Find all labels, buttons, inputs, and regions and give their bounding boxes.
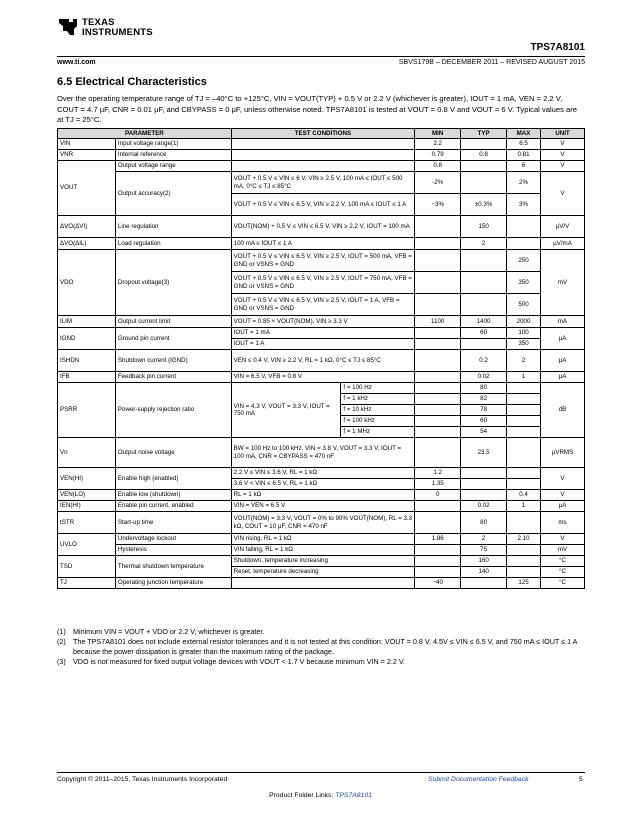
ti-logo <box>57 16 177 46</box>
table-row: ΔVO(ΔVI) Line regulation VOUT(NOM) + 0.5 V ≤ VIN ≤ 6.5 V, VIN ≥ 2.2 V, IOUT = 100 mA 150 µV/V <box>58 216 585 238</box>
table-row: UVLO Undervoltage lockout VIN rising, RL = 1 kΩ 1.86 2 2.10 V <box>58 534 585 545</box>
table-row: Output accuracy(2) VOUT + 0.5 V ≤ VIN ≤ 6 V, VIN ≥ 2.5 V, 100 mA ≤ IOUT ≤ 500 mA, 0°C ≤ TJ ≤ 85°C -2% 2% V <box>58 172 585 194</box>
table-row: f = 1 MHz 54 <box>58 427 585 438</box>
submit-feedback-link[interactable]: Submit Documentation Feedback <box>428 776 529 783</box>
footnote-3: (3) VDO is not measured for fixed output voltage devices with VOUT < 1.7 V because minimum VIN = 2.2 V. <box>57 657 405 666</box>
table-row: IEN(HI) Enable pin current, enabled VIN = VEN = 6.5 V 0.02 1 µA <box>58 501 585 512</box>
page-number: 5 <box>579 776 583 783</box>
document-id: SBVS179B – DECEMBER 2011 – REVISED AUGUST 2015 <box>398 59 585 66</box>
header-unit: UNIT <box>541 129 585 139</box>
table-row: ILIM Output current limit VOUT = 0.85 × VOUT(NOM), VIN ≥ 3.3 V 1100 1400 2000 mA <box>58 316 585 328</box>
company-line-2: INSTRUMENTS <box>82 27 153 38</box>
table-row: f = 1 kHz 82 <box>58 394 585 405</box>
table-row: VDO Dropout voltage(3) VOUT + 0.5 V ≤ VIN ≤ 6.5 V, VIN ≥ 2.5 V, IOUT = 500 mA, VFB = GND or VSNS = GND 250 mV <box>58 250 585 272</box>
ti-logo-icon <box>57 16 79 38</box>
table-row: VEN(HI) Enable high (enabled) 2.2 V ≤ VIN ≤ 3.6 V, RL = 1 kΩ 1.2 V <box>58 468 585 479</box>
website-link[interactable]: www.ti.com <box>57 59 96 66</box>
product-folder-label: Product Folder Links: <box>269 792 334 799</box>
header-min: MIN <box>415 129 461 139</box>
table-row: VOUT + 0.5 V ≤ VIN ≤ 6.5 V, VIN ≥ 2.5 V, IOUT = 750 mA, VFB = GND or VSNS = GND 350 <box>58 272 585 294</box>
footnotes <box>57 627 585 667</box>
table-row: IOUT = 1 A 350 <box>58 339 585 350</box>
table-header-row <box>58 129 585 139</box>
copyright-notice: Copyright © 2011–2015, Texas Instruments Incorporated <box>57 776 228 783</box>
header-test-conditions: TEST CONDITIONS <box>231 129 415 139</box>
table-row: f = 100 kHz 60 <box>58 416 585 427</box>
header-parameter: PARAMETER <box>58 129 232 139</box>
section-title: 6.5 Electrical Characteristics <box>57 76 207 88</box>
table-row: tSTR Start-up time VOUT(NOM) = 3.3 V, VOUT = 0% to 90% VOUT(NOM), RL = 3.3 kΩ, COUT = 10 µF, CNR = 470 nF 80 ms <box>58 512 585 534</box>
header-divider <box>57 56 585 57</box>
table-row: 3.6 V < VIN ≤ 6.5 V, RL = 1 kΩ 1.35 <box>58 479 585 490</box>
footnote-2: (2) The TPS7A8101 does not include external resistor tolerances and it is not tested at this condition: VOUT = 0.8 V, 4.5V ≤ VIN ≤ 6.5 V, and 750 mA ≤ IOUT ≤ 1 A because the power dissipation is greater than the maximum rating of the package. <box>57 637 578 656</box>
table-row: ISHDN Shutdown current (IGND) VEN ≤ 0.4 V, VIN ≥ 2.2 V, RL = 1 kΩ, 0°C ≤ TJ ≤ 85°C 0.2 2 µA <box>58 350 585 372</box>
table-row: Vn Output noise voltage BW = 100 Hz to 100 kHz, VIN = 3.8 V, VOUT = 3.3 V, IOUT = 100 mA, CNR = CBYPASS = 470 nF 23.5 µVRMS <box>58 438 585 468</box>
footer-divider <box>57 772 585 773</box>
table-row: PSRR Power-supply rejection ratio VIN = 4.3 V, VOUT = 3.3 V, IOUT = 750 mA f = 100 Hz 80 dB <box>58 383 585 394</box>
table-row: VOUT + 0.5 V ≤ VIN ≤ 6.5 V, VIN ≥ 2.5 V, IOUT = 1 A, VFB = GND or VSNS = GND 500 <box>58 294 585 316</box>
table-row: VOUT + 0.5 V ≤ VIN ≤ 6.5 V, VIN ≥ 2.2 V, 100 mA ≤ IOUT ≤ 1 A −3% ±0.3% 3% <box>58 194 585 216</box>
header-max: MAX <box>507 129 541 139</box>
table-row: VOUT Output voltage range 0.8 6 V <box>58 161 585 172</box>
table-row: VNR Internal reference 0.79 0.8 0.81 V <box>58 150 585 161</box>
product-folder-links <box>0 792 641 799</box>
section-intro: Over the operating temperature range of TJ = –40°C to +125°C, VIN = VOUT(TYP) + 0.5 V or 2.2 V (whichever is greater), IOUT = 1 mA, VEN = 2.2 V, COUT = 4.7 µF, CNR = 0.01 µF, and CBYPASS = 0 µF, unless otherwise noted. TPS7A8101 is tested at VOUT = 0.8 V and VOUT = 6 V. Typical values are at TJ = 25°C. <box>57 94 577 124</box>
header-typ: TYP <box>461 129 507 139</box>
electrical-characteristics-table <box>57 128 585 589</box>
table-row: VIN Input voltage range(1) 2.2 6.5 V <box>58 139 585 150</box>
table-row: ΔVO(ΔIL) Load regulation 100 mA ≤ IOUT ≤ 1 A 2 µV/mA <box>58 238 585 250</box>
part-number: TPS7A8101 <box>530 42 585 53</box>
table-row: Reset, temperature decreasing 140 °C <box>58 567 585 578</box>
table-row: f = 10 kHz 78 <box>58 405 585 416</box>
footnote-1: (1) Minimum VIN = VOUT + VDO or 2.2 V, whichever is greater. <box>57 627 265 636</box>
table-row: IFB Feedback pin current VIN = 6.5 V, VFB = 0.8 V 0.02 1 µA <box>58 372 585 383</box>
table-row: TSD Thermal shutdown temperature Shutdown, temperature increasing 160 °C <box>58 556 585 567</box>
table-row: Hysteresis VIN falling, RL = 1 kΩ 75 mV <box>58 545 585 556</box>
table-row: TJ Operating junction temperature −40 125 °C <box>58 578 585 589</box>
product-folder-link[interactable]: TPS7A8101 <box>335 792 372 799</box>
table-row: IGND Ground pin current IOUT = 1 mA 60 100 µA <box>58 328 585 339</box>
table-row: VEN(LO) Enable low (shutdown) RL = 1 kΩ 0 0.4 V <box>58 490 585 501</box>
company-line-1: TEXAS <box>82 17 115 28</box>
page-header <box>57 12 585 67</box>
